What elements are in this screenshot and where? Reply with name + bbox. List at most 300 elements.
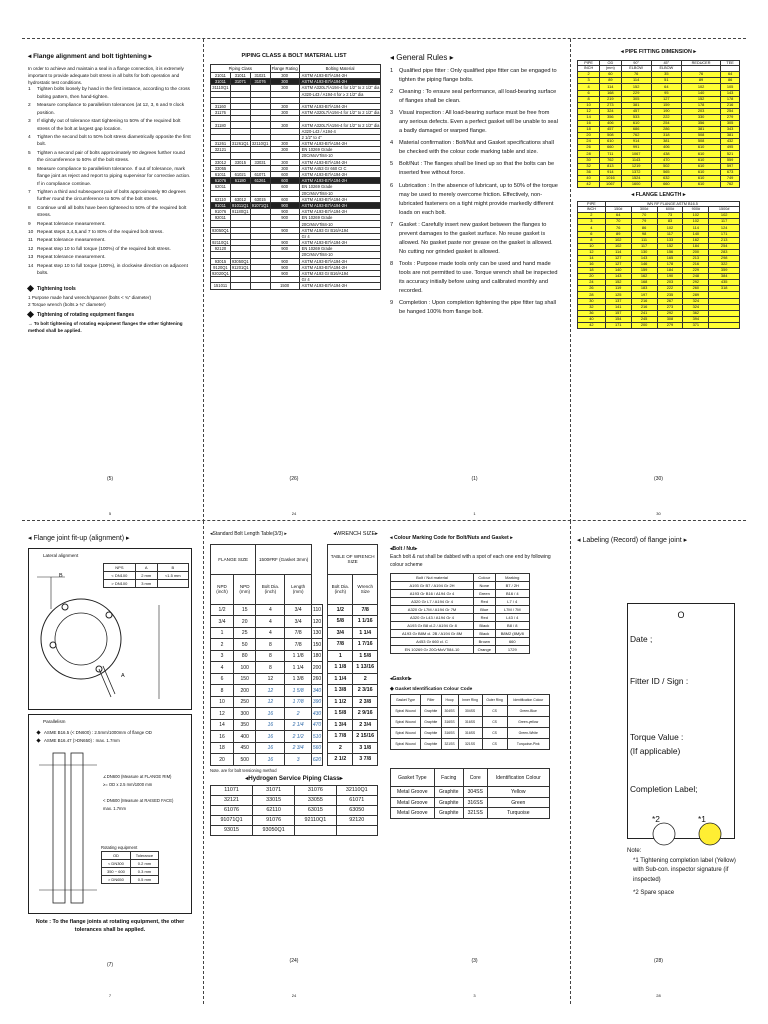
table-cell: Blue — [474, 606, 496, 614]
table-cell: 20 — [578, 274, 606, 280]
table-row — [211, 662, 323, 674]
table-cell: B16 / 4 — [495, 590, 529, 598]
table-cell: 279 — [721, 114, 740, 120]
table-cell: 200 — [234, 685, 256, 697]
table-cell: 124 — [709, 225, 740, 231]
table-cell: 16 — [256, 742, 285, 754]
col-bolt-dia-wrench: Bolt Dia. (inch) — [328, 574, 353, 604]
table-cell: 171 — [605, 322, 631, 328]
table-cell: 1729 — [495, 646, 529, 654]
piping-class-cell: 31076 — [295, 785, 336, 795]
tightening-steps-list — [28, 86, 192, 277]
table-cell — [157, 579, 188, 587]
table-cell: 28 — [578, 151, 600, 157]
table-cell: 597 — [721, 163, 740, 169]
table-cell: 305 — [621, 96, 651, 102]
table-cell: 749 — [721, 175, 740, 181]
table-cell: 2 — [211, 639, 234, 651]
table-cell: 508 — [600, 133, 621, 139]
table-cell: Black — [474, 622, 496, 630]
header-cell: Facing — [434, 769, 463, 787]
table-cell: B8 / 8 — [495, 622, 529, 630]
table-cell: A193 Gr B8 cl.2 / A194 Gr 8 — [391, 622, 474, 630]
table-cell: 1016 — [600, 175, 621, 181]
table-cell: 305 — [721, 120, 740, 126]
table-cell: 32 — [578, 163, 600, 169]
table-cell: 143 — [605, 274, 631, 280]
table-cell: 381 — [721, 133, 740, 139]
length-cell: 510 — [311, 731, 322, 743]
table-cell: 235 — [657, 292, 683, 298]
note-1: *1 Tightening completion label (Yellow) with Sub-con. inspector signature (if inspected) — [633, 857, 736, 883]
piping-class-cell: 11071 — [211, 785, 253, 795]
label-a: A — [121, 672, 125, 679]
rule-number: 5 — [390, 161, 394, 168]
header-cell: 900# — [683, 207, 709, 213]
pipe-fitting-title: ◂ PIPE FITTING DIMENSION ▸ — [620, 49, 697, 55]
table-cell: Graphite — [434, 787, 463, 798]
table-cell: 762 — [600, 157, 621, 163]
bolt-colour-table — [390, 573, 530, 654]
rotating-equipment-title: Rotating equipment — [101, 844, 138, 850]
table-row — [211, 616, 323, 628]
rating-cell: 300 — [270, 141, 299, 147]
rule-text: Cleaning : To ensure seal performance, all load-bearing surface of flanges shall be clean. — [399, 89, 557, 105]
table-row — [391, 582, 530, 590]
rule-number: 9 — [390, 300, 394, 307]
asme-tolerances — [37, 729, 152, 745]
table-cell: Turquoise-Pink — [507, 739, 549, 750]
col-npd-inch: NPD (inch) — [211, 574, 234, 604]
general-rule — [390, 221, 559, 257]
table-cell: Black — [474, 630, 496, 638]
wrench-bolt-cell: 1/2 — [328, 604, 353, 616]
table-cell: 12 — [256, 696, 285, 708]
page-number: (26) — [289, 475, 299, 482]
table-cell: 190 — [651, 108, 681, 114]
table-row — [211, 685, 323, 697]
wrench-bolt-cell: 1 7/8 — [328, 731, 353, 743]
wrench-size-cell: 1 7/16 — [353, 639, 378, 651]
table-cell: 322 — [709, 261, 740, 267]
table-cell: 79 — [631, 219, 657, 225]
table-cell: 4 — [256, 627, 285, 639]
table-cell: 18 — [578, 127, 600, 133]
material-cell: Gr 4 — [299, 277, 381, 283]
material-cell: ASTM A193-B7/A194-2H — [299, 72, 381, 78]
length-cell: 150 — [311, 639, 322, 651]
table-cell: 304SS — [463, 787, 487, 798]
table-cell: 200 — [683, 249, 709, 255]
header-cell: A — [135, 563, 157, 571]
material-cell: ASTM A193-B7/A194-2H — [299, 79, 381, 85]
table-cell: 304SS — [458, 706, 482, 717]
table-cell: 14 — [578, 114, 600, 120]
table-cell: A453 Gr 660 cl. C — [391, 638, 474, 646]
table-cell: 1 1/4 — [285, 662, 311, 674]
piping-class-cell: 33055 — [295, 795, 336, 805]
table-cell: Brown — [474, 638, 496, 646]
header-cell: INCH — [578, 66, 600, 72]
table-cell: 83 — [657, 219, 683, 225]
table-cell: 20 — [211, 754, 234, 766]
table-cell: 114 — [621, 78, 651, 84]
table-cell: 20 — [234, 616, 256, 628]
table-cell: B8M2 (8M)/8 — [495, 630, 529, 638]
table-cell: 406 — [600, 120, 621, 126]
table-cell: 16 — [211, 731, 234, 743]
table-row — [102, 876, 159, 884]
wrench-size-cell: 2 15/16 — [353, 731, 378, 743]
fold-number: 28 — [656, 993, 661, 998]
piping-class-cell: 62110 — [211, 196, 231, 202]
wrench-size-title: ◂WRENCH SIZE▸ — [333, 531, 378, 537]
table-cell: 254 — [651, 120, 681, 126]
table-cell: 111 — [631, 237, 657, 243]
rule-text: Material confirmation : Bolt/Nut and Gasket specifications shall be checked with the colour code marking table and size. — [399, 140, 554, 156]
table-cell: 140 — [605, 268, 631, 274]
table-header-row — [391, 574, 530, 582]
material-cell: 20CrMoVTi84-10 — [299, 252, 381, 258]
table-cell: 30 — [578, 298, 606, 304]
table-cell: 154 — [605, 316, 631, 322]
table-cell: A320 Gr L43 / A194 Gr 4 — [391, 614, 474, 622]
header-cell: OD — [102, 852, 131, 860]
rating-cell: 900 — [270, 246, 299, 252]
table-cell: Metal Groove — [391, 797, 435, 808]
table-cell: 2 1/2 — [285, 731, 311, 743]
table-cell: 991 — [621, 145, 651, 151]
table-cell: 64 — [605, 213, 631, 219]
table-cell: 216 — [683, 261, 709, 267]
material-cell: ASTM A320L7/A194-4 for 1/2" to 2 1/2" dia — [299, 110, 381, 116]
wrench-size-cell: 2 3/4 — [353, 719, 378, 731]
piping-class-cell: 31160 — [211, 103, 231, 109]
table-cell: 64 — [721, 72, 740, 78]
rating-cell: 600 — [270, 171, 299, 177]
piping-class-cell: 93015 — [211, 258, 231, 264]
table-cell: 1067 — [600, 181, 621, 187]
material-cell: ASTM A193-B7/A194-2H — [299, 209, 381, 215]
table-row — [211, 731, 323, 743]
table-cell: 610 — [681, 151, 720, 157]
length-cell: 130 — [311, 627, 322, 639]
table-cell: 4 — [256, 604, 285, 616]
rating-cell: 600 — [270, 196, 299, 202]
fitup-note: Note : To the flange joints at rotating equipment, the other tolerances shall be applied. — [35, 918, 185, 934]
table-cell: 14 — [578, 255, 606, 261]
tag-torque-note: (If applicable) — [630, 746, 681, 756]
tightening-step — [28, 237, 192, 244]
table-row — [391, 630, 530, 638]
header-cell: 1500# — [709, 207, 740, 213]
table-cell: 660 — [495, 638, 529, 646]
header-cell: Gasket Type — [391, 769, 435, 787]
wrench-size-cell: 3 1/8 — [353, 742, 378, 754]
table-cell: 203 — [657, 280, 683, 286]
table-cell: 80 — [234, 650, 256, 662]
step-text: Repeat step 10 to full torque (100%), in clockwise direction on adjacent bolts. — [37, 263, 188, 277]
step-text: Repeat tolerance measurement. — [37, 221, 106, 227]
rating-cell: 600 — [270, 178, 299, 184]
table-cell: 98 — [631, 231, 657, 237]
table-cell: 40 — [578, 316, 606, 322]
table-cell: 70 — [631, 213, 657, 219]
flange-length-table — [577, 201, 740, 329]
wrench-bolt-cell: 1 1/4 — [328, 673, 353, 685]
table-cell: A193 Gr B7 / A194 Gr 2H — [391, 582, 474, 590]
table-cell: Red — [474, 598, 496, 606]
bottom-sheet — [22, 520, 746, 1004]
table-cell: 4 — [211, 662, 234, 674]
col-length: Length (mm) — [285, 574, 311, 604]
rating-cell: 300 — [270, 85, 299, 91]
step-number: 6 — [28, 166, 31, 172]
piping-class-panel — [203, 39, 384, 522]
piping-class-cell: 31011 — [211, 79, 231, 85]
table-cell: 25 — [234, 627, 256, 639]
table-cell: 178 — [721, 96, 740, 102]
wrench-size-cell: 1 13/16 — [353, 662, 378, 674]
table-cell: None — [474, 582, 496, 590]
table-cell: 316SS — [463, 797, 487, 808]
tightening-step — [28, 102, 192, 117]
table-row — [328, 696, 378, 708]
table-cell: 559 — [721, 157, 740, 163]
wrench-bolt-cell: 1 — [328, 650, 353, 662]
rule-text: Visual inspection : All load-bearing surface must be free from any serious defects. Even a perfect gasket will be unable to seal a badly damaged or warped flange. — [399, 110, 558, 135]
step-text: Measure compliance to parallelism tolerances (at 12, 3, 6 and 9 clock position. — [37, 103, 185, 116]
table-cell: 1372 — [621, 169, 651, 175]
table-cell: 2 — [578, 72, 600, 78]
step-text: Tighten bolts loosely by hand in the first instance, according to the cross bolting pattern, then hand-tighten. — [37, 87, 190, 100]
table-row — [391, 598, 530, 606]
table-cell: 26 — [578, 286, 606, 292]
table-row — [391, 590, 530, 598]
table-cell: 197 — [631, 292, 657, 298]
table-cell: L7M / 7M — [495, 606, 529, 614]
table-cell: 30 — [578, 157, 600, 163]
rating-cell: 300 — [270, 165, 299, 171]
wrench-size-cell: 2 3/16 — [353, 685, 378, 697]
table-cell: 146 — [631, 261, 657, 267]
col-npd-mm: NPD (mm) — [234, 574, 256, 604]
rule-text: Lubrication : In the absence of lubricant, up to 50% of the torque may be used to merely overcome friction. Effectively, non-lubricated fasteners on a tight might provide markedly different loads on each bolt. — [399, 182, 558, 216]
material-cell: ASTM A193-B7/A194-2H — [299, 202, 381, 208]
piping-class-cell — [336, 825, 377, 835]
tool-item: 1 Purpose made hand wrench/spanner (bolts < ¾" diameter) — [28, 294, 152, 300]
table-cell: 102 — [709, 213, 740, 219]
table-cell: 20 — [578, 133, 600, 139]
table-cell: 381 — [621, 102, 651, 108]
parallelism-box — [28, 714, 192, 914]
table-cell: 250 — [234, 696, 256, 708]
table-cell: 216 — [631, 304, 657, 310]
tightening-step — [28, 246, 192, 253]
table-row — [104, 579, 189, 587]
header-cell: Gasket Type — [391, 695, 421, 706]
table-cell: 1600 — [621, 181, 651, 187]
step-text: Measure compliance to parallelism tolerance. If out of tolerance, mark flange joint as reject and report to piping supervisor for corrective action. If in compliance continue. — [37, 166, 191, 187]
table-cell: 8 — [211, 685, 234, 697]
header-cell: PIPE — [578, 201, 606, 207]
table-cell: 3/4 — [285, 604, 311, 616]
table-cell: 273 — [657, 304, 683, 310]
table-cell: 117 — [657, 231, 683, 237]
face-measure-3: < DN600 (Measure at RAISED FACE) — [103, 797, 174, 803]
tightening-tools-title: Tightening tools — [37, 285, 76, 292]
col-piping-class: Piping Class — [211, 64, 271, 72]
piping-class-cell: 33012 — [211, 159, 231, 165]
table-cell: 324 — [600, 108, 621, 114]
table-cell: 3 mm — [135, 579, 157, 587]
table-cell: 8 — [256, 650, 285, 662]
table-cell: 533 — [621, 114, 651, 120]
table-cell: 137 — [605, 298, 631, 304]
table-cell: 0.3 mm — [130, 868, 158, 876]
step-text: Repeat step 10 to full torque (100%) of the required bolt stress. — [37, 246, 171, 252]
step-number: 14 — [28, 263, 34, 269]
lateral-alignment-box — [28, 548, 192, 710]
table-cell: 28 — [578, 292, 606, 298]
table-cell: 381 — [681, 127, 720, 133]
table-cell: Spiral Wound — [391, 739, 421, 750]
table-row — [211, 795, 378, 805]
header-cell: Colour — [474, 574, 496, 582]
tag-hole-icon: O — [677, 610, 685, 620]
table-cell: 394 — [683, 316, 709, 322]
gasket-id-heading: ◆ Gasket Identification Colour Code — [390, 686, 473, 692]
table-cell: 457 — [600, 127, 621, 133]
step-text: Repeat tolerance measurement. — [37, 255, 106, 261]
table-cell: 24 — [578, 280, 606, 286]
flange-length-title: ◂ FLANGE LENGTH ▸ — [631, 192, 686, 198]
table-cell: 1 — [211, 627, 234, 639]
table-cell: 102 — [605, 243, 631, 249]
rating-cell: 900 — [270, 258, 299, 264]
bolt-nut-heading: ◂Bolt / Nut▸ — [390, 545, 418, 552]
wrench-bolt-cell: 2 1/2 — [328, 754, 353, 766]
piping-class-cell: 61021 — [230, 171, 250, 177]
page-number: (30) — [654, 475, 663, 482]
table-cell: 660 — [600, 145, 621, 151]
table-cell: 304SS — [441, 706, 458, 717]
piping-class-cell: 91011 — [211, 202, 231, 208]
table-cell: Green — [474, 590, 496, 598]
table-cell: 125 — [605, 292, 631, 298]
table-cell: 86 — [631, 225, 657, 231]
material-cell: ASTM A193 Gr B16/A194 — [299, 227, 381, 233]
general-rules-panel — [384, 39, 565, 522]
labeling-notes — [627, 847, 739, 899]
wrench-bolt-cell: 7/8 — [328, 639, 353, 651]
table-cell: 12 — [211, 708, 234, 720]
wrench-size-cell: 2 3/8 — [353, 696, 378, 708]
header-cell: 45° — [651, 60, 681, 66]
table-cell: 200 — [631, 322, 657, 328]
piping-class-cell: 61261 — [250, 178, 270, 184]
header-cell: ELBOW — [621, 66, 651, 72]
piping-class-cell: 31076 — [250, 79, 270, 85]
material-cell: 2 1/2" to 4" — [299, 134, 381, 140]
table-cell: 168 — [631, 280, 657, 286]
table-cell: Spiral Wound — [391, 706, 421, 717]
piping-class-cell: 32110Q1 — [251, 141, 269, 147]
bolt-length-tables — [210, 544, 378, 766]
table-cell: 203 — [681, 108, 720, 114]
step-number: 2 — [28, 103, 31, 109]
rule-number: 2 — [390, 89, 394, 96]
table-row — [102, 860, 159, 868]
material-cell: EN 10269 Grade — [299, 246, 381, 252]
table-cell: 470 — [651, 157, 681, 163]
table-cell: CS — [482, 739, 507, 750]
table-cell: 400 — [234, 731, 256, 743]
diamond-bullet-icon — [27, 285, 34, 292]
step-number: 12 — [28, 246, 34, 252]
page-number: (7) — [106, 961, 114, 968]
bolt-material-table — [210, 64, 381, 290]
table-cell: 114 — [600, 84, 621, 90]
nps-tolerance-table — [103, 563, 189, 588]
table-row — [391, 638, 530, 646]
table-cell: 711 — [600, 151, 621, 157]
header-cell: Bolt / Nut material — [391, 574, 474, 582]
diamond-bullet-icon — [36, 730, 40, 734]
table-cell: 222 — [657, 286, 683, 292]
table-cell: 114 — [683, 225, 709, 231]
table-row — [391, 622, 530, 630]
rule-text: Tools : Purpose made tools only can be used and hand made tools are not permitted to use. Torque wrench shall be inspected its accuracy initially before using and calibrated monthly and recorded. — [399, 260, 558, 295]
table-cell: 324 — [683, 298, 709, 304]
general-rules-list — [390, 67, 559, 317]
material-cell: EN 10269 Grade — [299, 147, 381, 153]
piping-class-cell: 93050Q1 — [231, 258, 249, 264]
table-cell: 12 — [256, 685, 285, 697]
table-cell: 0.5 mm — [130, 876, 158, 884]
table-cell: 36 — [578, 169, 600, 175]
table-cell: 157 — [605, 310, 631, 316]
gasket-id-table — [390, 694, 550, 750]
tightening-step — [28, 221, 192, 228]
table-cell: Green — [487, 797, 549, 808]
table-cell: 438 — [651, 151, 681, 157]
general-rule — [390, 182, 559, 218]
table-cell: 102 — [657, 225, 683, 231]
piping-class-cell: 33015 — [253, 795, 295, 805]
table-cell: 610 — [681, 175, 720, 181]
piping-class-cell: 32121 — [211, 795, 253, 805]
fold-number: 5 — [108, 511, 112, 516]
face-tolerances — [103, 773, 173, 813]
table-cell: A193 Gr B16 / A194 Gr 4 — [391, 590, 474, 598]
face-measure-1: ∠DN600 (Measure at FLANGE RIM) — [103, 773, 172, 779]
header-cell: NPS — [104, 563, 136, 571]
table-row — [328, 742, 378, 754]
bolt-length-note: Note. are for bolt tensioning method — [210, 767, 277, 773]
piping-class-cell: 91011Q1 — [232, 202, 249, 208]
table-cell: 286 — [651, 127, 681, 133]
step-number: 9 — [28, 221, 31, 227]
table-row — [211, 719, 323, 731]
table-cell: 178 — [681, 102, 720, 108]
material-cell: ASTM A193-B7/A194-2H — [299, 159, 381, 165]
gasket-type-table — [390, 768, 550, 819]
table-row — [328, 685, 378, 697]
table-cell: 50 — [234, 639, 256, 651]
diamond-bullet-icon — [27, 311, 34, 318]
piping-class-cell: 63015 — [295, 805, 336, 815]
